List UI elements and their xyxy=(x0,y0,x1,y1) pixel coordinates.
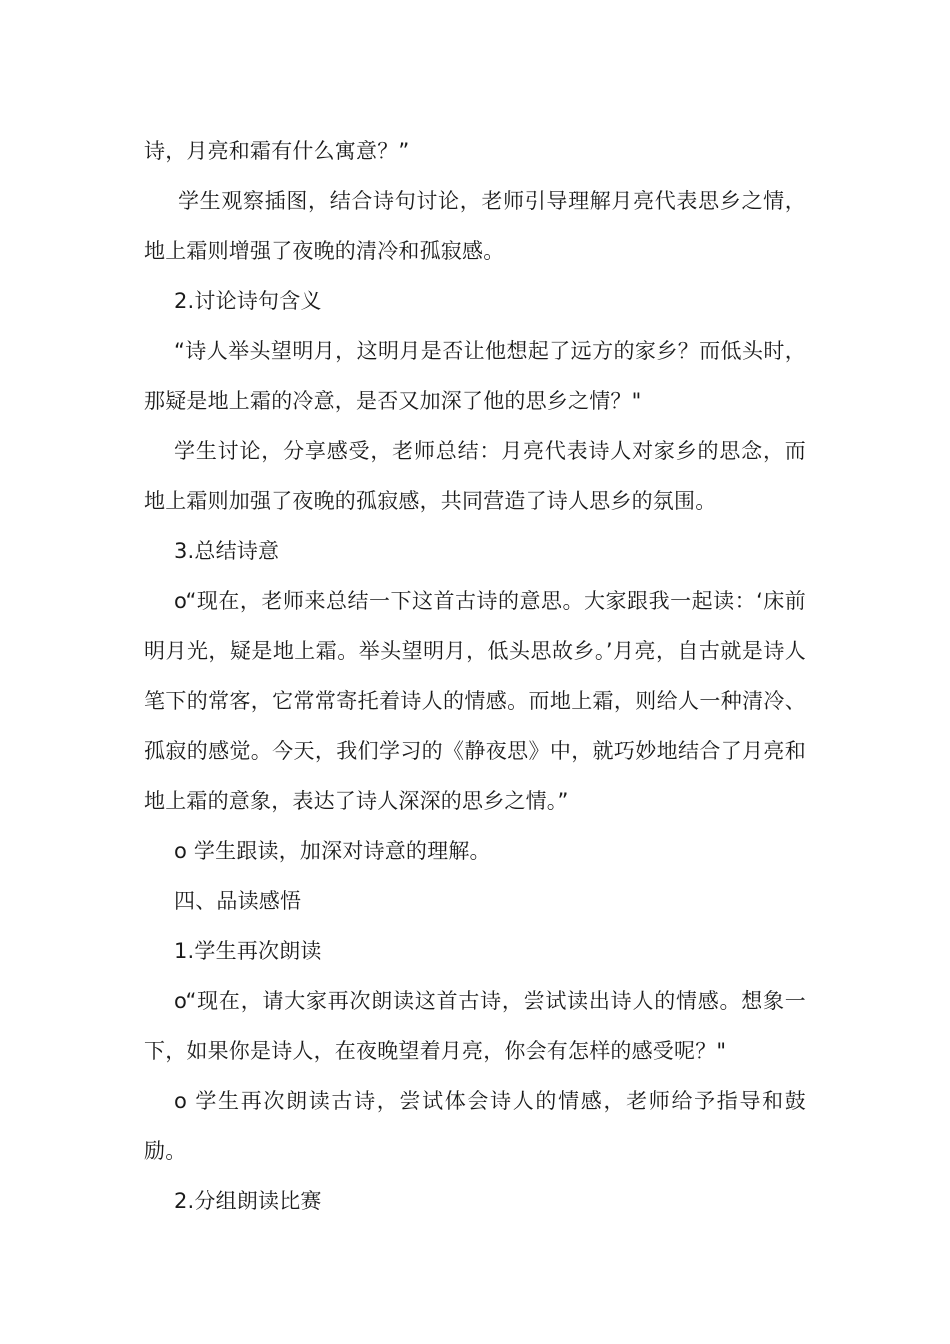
paragraph-teacher-question: “诗人举头望明月，这明月是否让他想起了远方的家乡？而低头时，那疑是地上霜的冷意，是否又加深了他的思乡之情？" xyxy=(144,339,806,413)
section-heading-reread: 1.学生再次朗读 xyxy=(174,939,322,963)
paragraph-continuation: 诗，月亮和霜有什么寓意？” xyxy=(144,139,410,163)
paragraph-student-reread: o 学生再次朗读古诗，尝试体会诗人的情感，老师给予指导和鼓励。 xyxy=(144,1089,806,1163)
paragraph-teacher-reread-prompt: o“现在，请大家再次朗读这首古诗，尝试读出诗人的情感。想象一下，如果你是诗人，在夜晚望着月亮，你会有怎样的感受呢？" xyxy=(144,989,806,1063)
section-heading-discuss-meaning: 2.讨论诗句含义 xyxy=(174,289,322,313)
paragraph-student-observe: 学生观察插图，结合诗句讨论，老师引导理解月亮代表思乡之情，地上霜则增强了夜晚的清冷和孤寂感。 xyxy=(144,189,806,263)
paragraph-teacher-summary: o“现在，老师来总结一下这首古诗的意思。大家跟我一起读：‘床前明月光，疑是地上霜。举头望明月，低头思故乡。’月亮，自古就是诗人笔下的常客，它常常寄托着诗人的情感。而地上霜，则给人一种清冷、孤寂的感觉。今天，我们学习的《静夜思》中，就巧妙地结合了月亮和地上霜的意象，表达了诗人深深的思乡之情。” xyxy=(144,589,806,813)
section-heading-group-contest: 2.分组朗读比赛 xyxy=(174,1189,322,1213)
section-heading-part-four: 四、品读感悟 xyxy=(174,889,302,913)
section-heading-summarize: 3.总结诗意 xyxy=(174,539,280,563)
paragraph-student-follow-read: o 学生跟读，加深对诗意的理解。 xyxy=(174,839,491,863)
paragraph-student-discussion: 学生讨论，分享感受，老师总结：月亮代表诗人对家乡的思念，而地上霜则加强了夜晚的孤寂感，共同营造了诗人思乡的氛围。 xyxy=(144,439,806,513)
document-body xyxy=(144,126,806,1226)
